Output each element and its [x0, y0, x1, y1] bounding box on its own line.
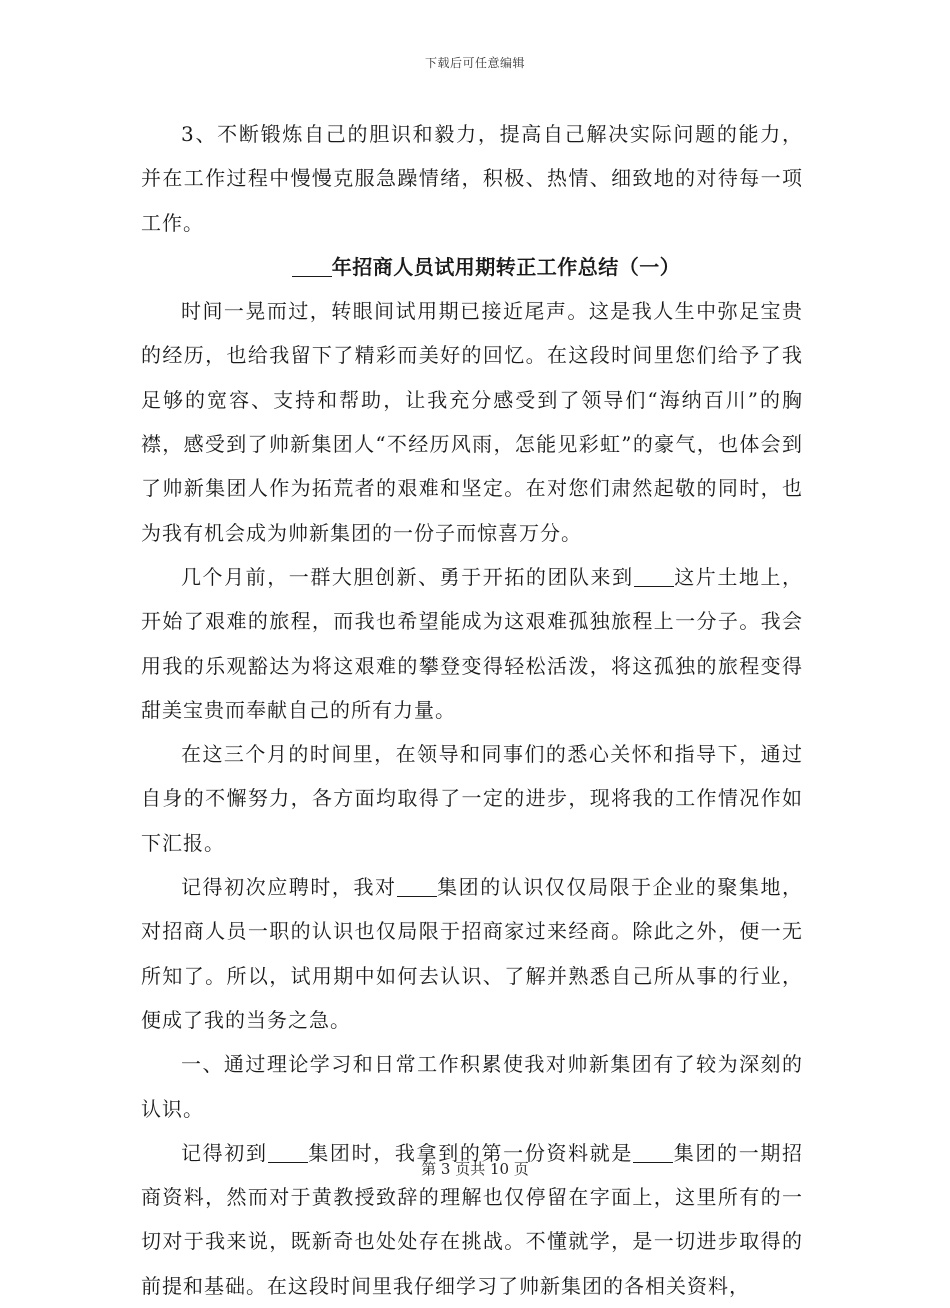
paragraph-heading-one: 一、通过理论学习和日常工作积累使我对帅新集团有了较为深刻的认识。	[141, 1052, 803, 1121]
section-title	[141, 245, 803, 289]
page-header: 下载后可任意编辑	[424, 56, 525, 70]
paragraph-first-interview	[141, 865, 803, 1042]
paragraph-item-3: 3、不断锻炼自己的胆识和毅力，提高自己解决实际问题的能力，并在工作过程中慢慢克服急躁情绪，积极、热情、细致地的对待每一项工作。	[141, 122, 803, 235]
paragraph-three-months: 在这三个月的时间里，在领导和同事们的悉心关怀和指导下，通过自身的不懈努力，各方面均取得了一定的进步，现将我的工作情况作如下汇报。	[141, 742, 803, 855]
paragraph-interview-text-b: 集团的认识仅仅局限于企业的聚集地，对招商人员一职的认识也仅局限于招商家过来经商。除此之外，便一无所知了。所以，试用期中如何去认识、了解并熟悉自己所从事的行业，便成了我的当务之急。	[141, 875, 804, 1032]
blank-underline	[634, 566, 674, 587]
blank-underline	[397, 876, 437, 897]
page-footer: 第 3 页共 10 页	[421, 1160, 529, 1178]
paragraph-arrival-text-a: 记得初到	[181, 1140, 268, 1165]
blank-underline	[292, 256, 332, 277]
paragraph-intro: 时间一晃而过，转眼间试用期已接近尾声。这是我人生中弥足宝贵的经历，也给我留下了精彩而美好的回忆。在这段时间里您们给予了我足够的宽容、支持和帮助，让我充分感受到了领导们“海纳百川”的胸襟，感受到了帅新集团人“不经历风雨，怎能见彩虹”的豪气，也体会到了帅新集团人作为拓荒者的艰难和坚定。在对您们肃然起敬的同时，也为我有机会成为帅新集团的一份子而惊喜万分。	[141, 299, 803, 545]
paragraph-arrival-text-c: 集团的一期招商资料，然而对于黄教授致辞的理解也仅停留在字面上，这里所有的一切对于我来说，既新奇也处处存在挑战。不懂就学，是一切进步取得的前提和基础。在这段时间里我仔细学习了帅新集团的各相关资料，	[141, 1140, 804, 1298]
section-title-text: 年招商人员试用期转正工作总结（一）	[331, 254, 681, 279]
paragraph-interview-text-a: 记得初次应聘时，我对	[181, 875, 397, 900]
document-body	[141, 112, 803, 1308]
paragraph-team-text-b: 这片土地上，开始了艰难的旅程，而我也希望能成为这艰难孤独旅程上一分子。我会用我的乐观豁达为将这艰难的攀登变得轻松活泼，将这孤独的旅程变得甜美宝贵而奉献自己的所有力量。	[141, 564, 804, 722]
paragraph-team-text-a: 几个月前，一群大胆创新、勇于开拓的团队来到	[181, 564, 634, 589]
paragraph-arrival-text-b: 集团时，我拿到的第一份资料就是	[307, 1140, 634, 1165]
paragraph-team	[141, 555, 803, 732]
